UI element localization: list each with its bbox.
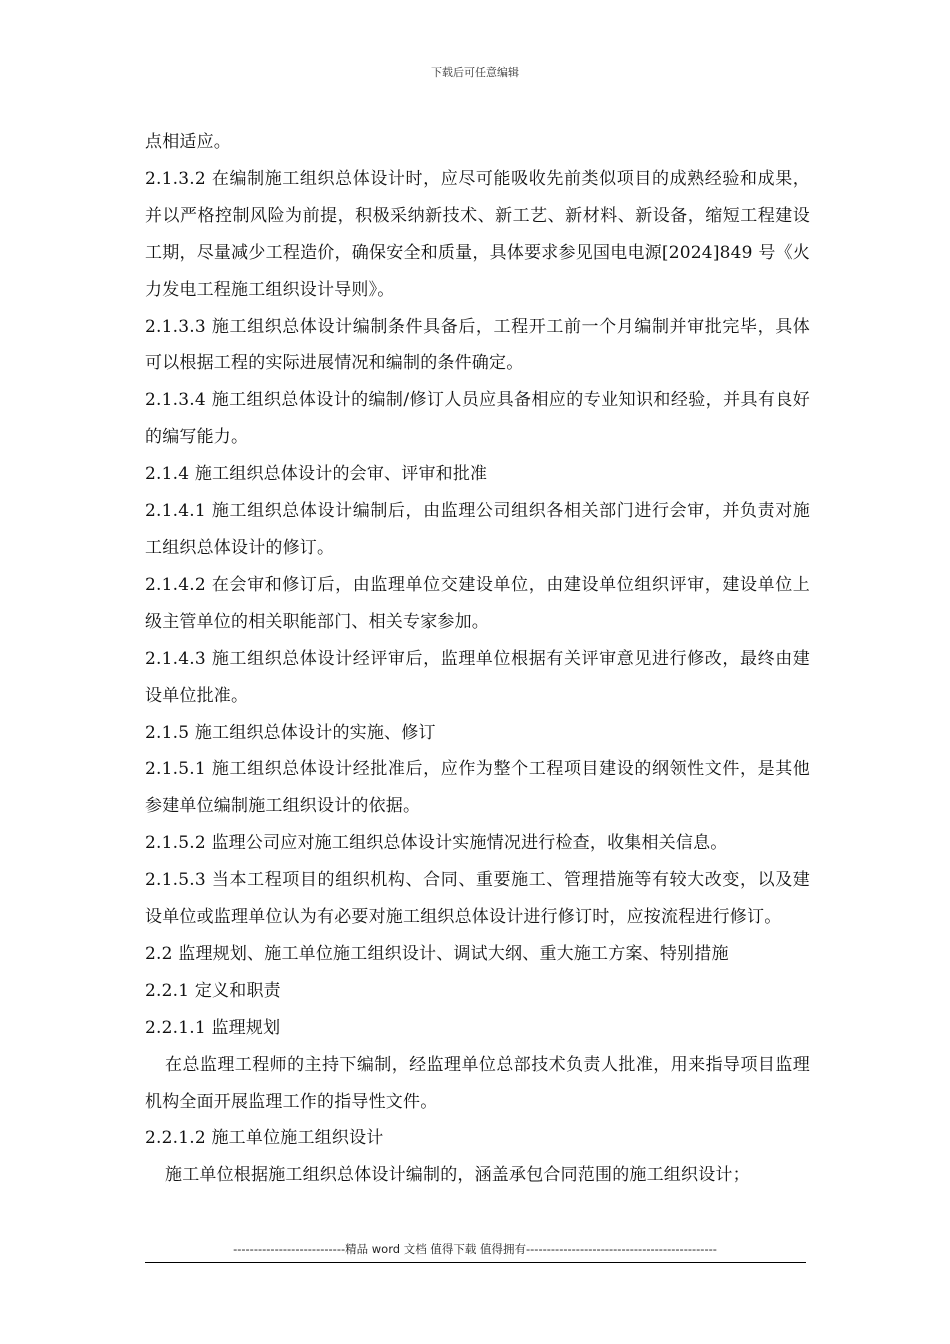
- page-footer: ---------------------------精品 word 文档 值得下载 值得拥有----------------------------------------------: [233, 1242, 717, 1256]
- paragraph: 2.1.3.3 施工组织总体设计编制条件具备后，工程开工前一个月编制并审批完毕，具体可以根据工程的实际进展情况和编制的条件确定。: [145, 316, 810, 374]
- paragraph: 2.1.5.3 当本工程项目的组织机构、合同、重要施工、管理措施等有较大改变，以及建设单位或监理单位认为有必要对施工组织总体设计进行修订时，应按流程进行修订。: [145, 870, 810, 928]
- section-heading: 2.2 监理规划、施工单位施工组织设计、调试大纲、重大施工方案、特别措施: [145, 943, 729, 964]
- footer-divider: [145, 1262, 806, 1263]
- section-heading: 2.2.1.2 施工单位施工组织设计: [145, 1128, 384, 1149]
- paragraph: 2.1.4.3 施工组织总体设计经评审后，监理单位根据有关评审意见进行修改，最终由建设单位批准。: [145, 648, 810, 706]
- document-body: [145, 124, 810, 1194]
- section-heading: 2.2.1 定义和职责: [145, 980, 281, 1001]
- page-header: 下载后可任意编辑: [431, 66, 519, 79]
- paragraph: 在总监理工程师的主持下编制，经监理单位总部技术负责人批准，用来指导项目监理机构全面开展监理工作的指导性文件。: [145, 1054, 810, 1112]
- section-heading: 2.2.1.1 监理规划: [145, 1017, 281, 1038]
- paragraph: 点相适应。: [145, 132, 231, 152]
- paragraph: 2.1.4.1 施工组织总体设计编制后，由监理公司组织各相关部门进行会审，并负责对施工组织总体设计的修订。: [145, 501, 810, 558]
- paragraph: 2.1.3.2 在编制施工组织总体设计时，应尽可能吸收先前类似项目的成熟经验和成果，并以严格控制风险为前提，积极采纳新技术、新工艺、新材料、新设备，缩短工程建设工期，尽量减少工程造价，确保安全和质量，具体要求参见国电电源[2024]849 号《火力发电工程施工组织设计导则》。: [145, 168, 810, 300]
- paragraph: 2.1.4.2 在会审和修订后，由监理单位交建设单位，由建设单位组织评审，建设单位上级主管单位的相关职能部门、相关专家参加。: [145, 574, 810, 632]
- paragraph: 2.1.5.2 监理公司应对施工组织总体设计实施情况进行检查，收集相关信息。: [145, 833, 728, 854]
- paragraph: 施工单位根据施工组织总体设计编制的，涵盖承包合同范围的施工组织设计；: [165, 1165, 750, 1186]
- section-heading: 2.1.4 施工组织总体设计的会审、评审和批准: [145, 464, 488, 485]
- paragraph: 2.1.5.1 施工组织总体设计经批准后，应作为整个工程项目建设的纲领性文件，是其他参建单位编制施工组织设计的依据。: [145, 759, 810, 817]
- section-heading: 2.1.5 施工组织总体设计的实施、修订: [145, 722, 436, 743]
- paragraph: 2.1.3.4 施工组织总体设计的编制/修订人员应具备相应的专业知识和经验，并具有良好的编写能力。: [145, 390, 810, 448]
